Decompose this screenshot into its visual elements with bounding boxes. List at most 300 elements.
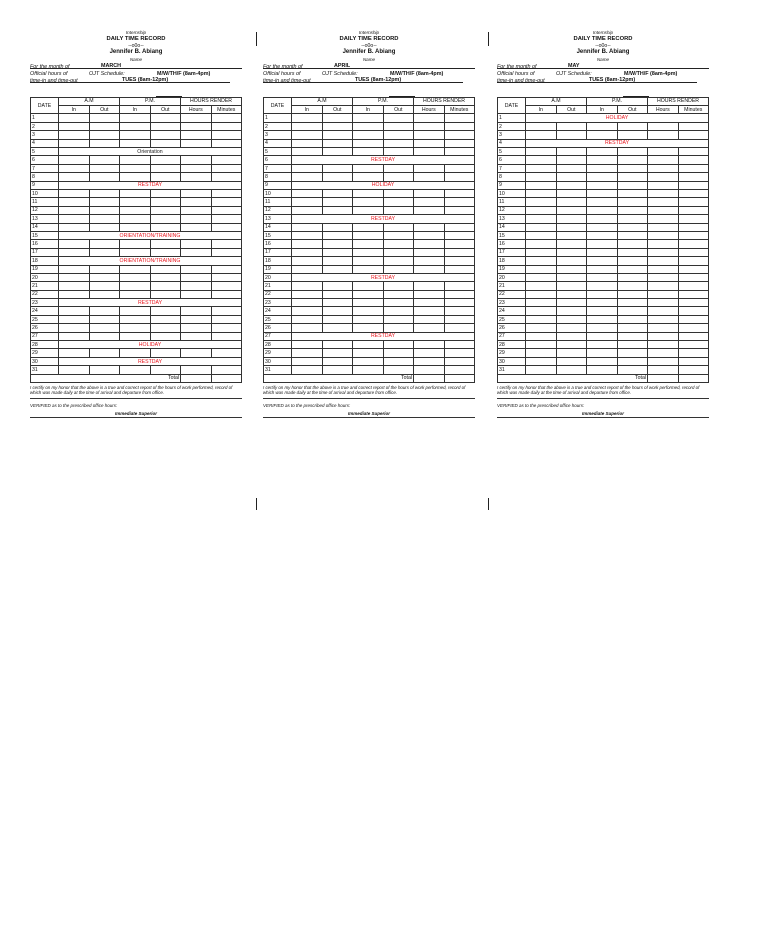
time-cell[interactable] [322,240,353,248]
time-cell[interactable] [556,173,587,181]
time-cell[interactable] [292,139,323,147]
time-cell[interactable] [678,357,709,365]
time-cell[interactable] [617,332,648,340]
time-cell[interactable] [587,324,618,332]
time-cell[interactable] [526,173,557,181]
time-cell[interactable] [211,173,242,181]
time-cell[interactable] [353,114,384,122]
time-cell[interactable] [150,265,181,273]
time-cell[interactable] [556,299,587,307]
time-cell[interactable] [587,257,618,265]
time-cell[interactable] [648,248,679,256]
time-cell[interactable] [648,198,679,206]
time-cell[interactable] [648,341,679,349]
time-cell[interactable] [383,223,414,231]
time-cell[interactable] [587,231,618,239]
time-cell[interactable] [150,248,181,256]
time-cell[interactable] [322,265,353,273]
time-cell[interactable] [556,156,587,164]
time-cell[interactable] [120,349,151,357]
time-cell[interactable] [526,198,557,206]
time-cell[interactable] [526,181,557,189]
time-cell[interactable] [648,315,679,323]
time-cell[interactable] [322,164,353,172]
time-cell[interactable] [444,307,475,315]
time-cell[interactable] [556,290,587,298]
time-cell[interactable] [322,122,353,130]
time-cell[interactable] [181,215,212,223]
time-cell[interactable] [181,131,212,139]
time-cell[interactable] [444,164,475,172]
time-cell[interactable] [556,122,587,130]
time-cell[interactable] [322,257,353,265]
time-cell[interactable] [89,164,120,172]
time-cell[interactable] [353,223,384,231]
time-cell[interactable] [322,248,353,256]
time-cell[interactable] [414,248,445,256]
time-cell[interactable] [383,190,414,198]
time-cell[interactable] [322,206,353,214]
time-cell[interactable] [211,131,242,139]
time-cell[interactable] [181,164,212,172]
time-cell[interactable] [526,307,557,315]
time-cell[interactable] [678,366,709,374]
time-cell[interactable] [444,290,475,298]
time-cell[interactable] [617,315,648,323]
time-cell[interactable] [181,248,212,256]
time-cell[interactable] [383,315,414,323]
time-cell[interactable] [59,223,90,231]
time-cell[interactable] [678,240,709,248]
time-cell[interactable] [383,341,414,349]
time-cell[interactable] [89,156,120,164]
time-cell[interactable] [526,206,557,214]
time-cell[interactable] [181,240,212,248]
time-cell[interactable] [526,148,557,156]
time-cell[interactable] [120,273,151,281]
time-cell[interactable] [150,324,181,332]
time-cell[interactable] [383,231,414,239]
time-cell[interactable] [292,223,323,231]
time-cell[interactable] [150,307,181,315]
time-cell[interactable] [678,206,709,214]
time-cell[interactable] [322,131,353,139]
time-cell[interactable] [678,122,709,130]
time-cell[interactable] [353,164,384,172]
time-cell[interactable] [556,215,587,223]
time-cell[interactable] [292,315,323,323]
time-cell[interactable] [89,240,120,248]
time-cell[interactable] [556,366,587,374]
time-cell[interactable] [678,307,709,315]
time-cell[interactable] [444,231,475,239]
time-cell[interactable] [444,366,475,374]
time-cell[interactable] [211,215,242,223]
time-cell[interactable] [59,190,90,198]
time-cell[interactable] [587,341,618,349]
time-cell[interactable] [556,282,587,290]
time-cell[interactable] [150,273,181,281]
time-cell[interactable] [414,190,445,198]
time-cell[interactable] [181,223,212,231]
time-cell[interactable] [648,223,679,231]
time-cell[interactable] [587,248,618,256]
time-cell[interactable] [292,307,323,315]
time-cell[interactable] [89,248,120,256]
time-cell[interactable] [648,156,679,164]
time-cell[interactable] [587,282,618,290]
time-cell[interactable] [678,282,709,290]
time-cell[interactable] [59,215,90,223]
time-cell[interactable] [120,173,151,181]
time-cell[interactable] [526,215,557,223]
time-cell[interactable] [322,324,353,332]
time-cell[interactable] [526,265,557,273]
time-cell[interactable] [211,240,242,248]
time-cell[interactable] [292,198,323,206]
time-cell[interactable] [526,341,557,349]
time-cell[interactable] [59,265,90,273]
time-cell[interactable] [292,190,323,198]
time-cell[interactable] [181,307,212,315]
time-cell[interactable] [556,307,587,315]
time-cell[interactable] [292,349,323,357]
time-cell[interactable] [59,173,90,181]
time-cell[interactable] [678,257,709,265]
time-cell[interactable] [353,282,384,290]
time-cell[interactable] [181,114,212,122]
time-cell[interactable] [617,282,648,290]
time-cell[interactable] [587,273,618,281]
time-cell[interactable] [556,273,587,281]
time-cell[interactable] [526,248,557,256]
time-cell[interactable] [59,139,90,147]
time-cell[interactable] [556,265,587,273]
time-cell[interactable] [353,290,384,298]
time-cell[interactable] [292,164,323,172]
time-cell[interactable] [617,164,648,172]
time-cell[interactable] [150,131,181,139]
time-cell[interactable] [89,122,120,130]
time-cell[interactable] [353,206,384,214]
time-cell[interactable] [322,231,353,239]
time-cell[interactable] [648,131,679,139]
time-cell[interactable] [353,341,384,349]
total-hours-cell[interactable] [648,374,679,382]
time-cell[interactable] [617,341,648,349]
time-cell[interactable] [587,366,618,374]
time-cell[interactable] [648,231,679,239]
time-cell[interactable] [89,114,120,122]
time-cell[interactable] [120,190,151,198]
time-cell[interactable] [587,173,618,181]
time-cell[interactable] [383,173,414,181]
time-cell[interactable] [59,282,90,290]
time-cell[interactable] [383,206,414,214]
time-cell[interactable] [292,114,323,122]
time-cell[interactable] [617,357,648,365]
time-cell[interactable] [556,332,587,340]
time-cell[interactable] [383,139,414,147]
time-cell[interactable] [181,332,212,340]
time-cell[interactable] [587,299,618,307]
time-cell[interactable] [556,240,587,248]
time-cell[interactable] [292,265,323,273]
time-cell[interactable] [414,341,445,349]
time-cell[interactable] [150,366,181,374]
time-cell[interactable] [444,190,475,198]
time-cell[interactable] [556,231,587,239]
time-cell[interactable] [383,114,414,122]
time-cell[interactable] [648,366,679,374]
time-cell[interactable] [211,206,242,214]
time-cell[interactable] [383,349,414,357]
time-cell[interactable] [181,190,212,198]
time-cell[interactable] [414,173,445,181]
time-cell[interactable] [89,290,120,298]
time-cell[interactable] [150,332,181,340]
time-cell[interactable] [648,257,679,265]
time-cell[interactable] [587,315,618,323]
total-minutes-cell[interactable] [678,374,709,382]
time-cell[interactable] [678,341,709,349]
time-cell[interactable] [322,148,353,156]
time-cell[interactable] [587,290,618,298]
time-cell[interactable] [353,324,384,332]
time-cell[interactable] [353,240,384,248]
time-cell[interactable] [556,164,587,172]
time-cell[interactable] [414,164,445,172]
time-cell[interactable] [383,265,414,273]
time-cell[interactable] [292,248,323,256]
time-cell[interactable] [526,190,557,198]
time-cell[interactable] [444,349,475,357]
time-cell[interactable] [678,148,709,156]
time-cell[interactable] [526,231,557,239]
time-cell[interactable] [617,349,648,357]
time-cell[interactable] [556,248,587,256]
time-cell[interactable] [89,366,120,374]
time-cell[interactable] [181,265,212,273]
time-cell[interactable] [383,122,414,130]
time-cell[interactable] [526,273,557,281]
time-cell[interactable] [150,315,181,323]
time-cell[interactable] [587,122,618,130]
time-cell[interactable] [587,349,618,357]
time-cell[interactable] [120,122,151,130]
time-cell[interactable] [648,299,679,307]
time-cell[interactable] [150,349,181,357]
time-cell[interactable] [89,349,120,357]
time-cell[interactable] [89,173,120,181]
time-cell[interactable] [150,122,181,130]
time-cell[interactable] [59,307,90,315]
time-cell[interactable] [292,148,323,156]
time-cell[interactable] [150,139,181,147]
time-cell[interactable] [181,290,212,298]
time-cell[interactable] [444,122,475,130]
time-cell[interactable] [587,357,618,365]
time-cell[interactable] [59,349,90,357]
time-cell[interactable] [150,156,181,164]
time-cell[interactable] [617,240,648,248]
time-cell[interactable] [648,215,679,223]
time-cell[interactable] [150,164,181,172]
time-cell[interactable] [353,131,384,139]
time-cell[interactable] [353,357,384,365]
time-cell[interactable] [120,131,151,139]
time-cell[interactable] [526,164,557,172]
total-minutes-cell[interactable] [444,374,475,382]
time-cell[interactable] [181,282,212,290]
time-cell[interactable] [444,265,475,273]
time-cell[interactable] [444,114,475,122]
time-cell[interactable] [150,282,181,290]
time-cell[interactable] [526,240,557,248]
time-cell[interactable] [181,273,212,281]
time-cell[interactable] [292,290,323,298]
time-cell[interactable] [120,315,151,323]
time-cell[interactable] [211,139,242,147]
time-cell[interactable] [353,265,384,273]
time-cell[interactable] [383,148,414,156]
time-cell[interactable] [211,223,242,231]
time-cell[interactable] [353,139,384,147]
time-cell[interactable] [353,122,384,130]
time-cell[interactable] [292,324,323,332]
time-cell[interactable] [556,315,587,323]
time-cell[interactable] [120,198,151,206]
time-cell[interactable] [89,332,120,340]
time-cell[interactable] [120,248,151,256]
time-cell[interactable] [150,114,181,122]
time-cell[interactable] [648,181,679,189]
time-cell[interactable] [648,265,679,273]
time-cell[interactable] [617,215,648,223]
time-cell[interactable] [587,332,618,340]
time-cell[interactable] [648,240,679,248]
total-hours-cell[interactable] [414,374,445,382]
time-cell[interactable] [414,299,445,307]
time-cell[interactable] [678,332,709,340]
time-cell[interactable] [89,131,120,139]
time-cell[interactable] [587,265,618,273]
time-cell[interactable] [59,114,90,122]
time-cell[interactable] [89,223,120,231]
time-cell[interactable] [414,122,445,130]
time-cell[interactable] [648,273,679,281]
time-cell[interactable] [59,366,90,374]
time-cell[interactable] [648,324,679,332]
time-cell[interactable] [444,248,475,256]
time-cell[interactable] [587,215,618,223]
time-cell[interactable] [89,265,120,273]
time-cell[interactable] [556,349,587,357]
time-cell[interactable] [322,307,353,315]
time-cell[interactable] [556,181,587,189]
time-cell[interactable] [617,366,648,374]
time-cell[interactable] [444,173,475,181]
time-cell[interactable] [648,190,679,198]
time-cell[interactable] [678,324,709,332]
time-cell[interactable] [383,240,414,248]
time-cell[interactable] [59,240,90,248]
time-cell[interactable] [678,248,709,256]
time-cell[interactable] [414,114,445,122]
time-cell[interactable] [648,164,679,172]
time-cell[interactable] [414,257,445,265]
time-cell[interactable] [678,231,709,239]
time-cell[interactable] [414,231,445,239]
time-cell[interactable] [617,223,648,231]
time-cell[interactable] [322,357,353,365]
time-cell[interactable] [89,139,120,147]
time-cell[interactable] [678,215,709,223]
time-cell[interactable] [150,223,181,231]
time-cell[interactable] [648,206,679,214]
time-cell[interactable] [59,156,90,164]
time-cell[interactable] [556,148,587,156]
time-cell[interactable] [353,349,384,357]
time-cell[interactable] [678,349,709,357]
time-cell[interactable] [444,257,475,265]
time-cell[interactable] [678,131,709,139]
time-cell[interactable] [150,290,181,298]
time-cell[interactable] [120,206,151,214]
time-cell[interactable] [383,290,414,298]
time-cell[interactable] [322,173,353,181]
time-cell[interactable] [587,156,618,164]
time-cell[interactable] [89,315,120,323]
time-cell[interactable] [383,366,414,374]
time-cell[interactable] [587,164,618,172]
time-cell[interactable] [556,206,587,214]
time-cell[interactable] [353,315,384,323]
time-cell[interactable] [59,131,90,139]
time-cell[interactable] [556,324,587,332]
time-cell[interactable] [353,231,384,239]
time-cell[interactable] [587,307,618,315]
time-cell[interactable] [444,240,475,248]
time-cell[interactable] [617,324,648,332]
time-cell[interactable] [617,206,648,214]
time-cell[interactable] [89,206,120,214]
time-cell[interactable] [211,156,242,164]
time-cell[interactable] [526,290,557,298]
time-cell[interactable] [587,198,618,206]
time-cell[interactable] [322,223,353,231]
time-cell[interactable] [587,206,618,214]
time-cell[interactable] [120,290,151,298]
time-cell[interactable] [648,148,679,156]
time-cell[interactable] [444,148,475,156]
time-cell[interactable] [414,324,445,332]
time-cell[interactable] [648,307,679,315]
time-cell[interactable] [556,131,587,139]
time-cell[interactable] [444,198,475,206]
time-cell[interactable] [617,190,648,198]
time-cell[interactable] [648,290,679,298]
time-cell[interactable] [322,114,353,122]
time-cell[interactable] [444,282,475,290]
time-cell[interactable] [211,164,242,172]
time-cell[interactable] [59,122,90,130]
time-cell[interactable] [587,223,618,231]
time-cell[interactable] [678,164,709,172]
time-cell[interactable] [292,131,323,139]
time-cell[interactable] [211,190,242,198]
time-cell[interactable] [678,190,709,198]
